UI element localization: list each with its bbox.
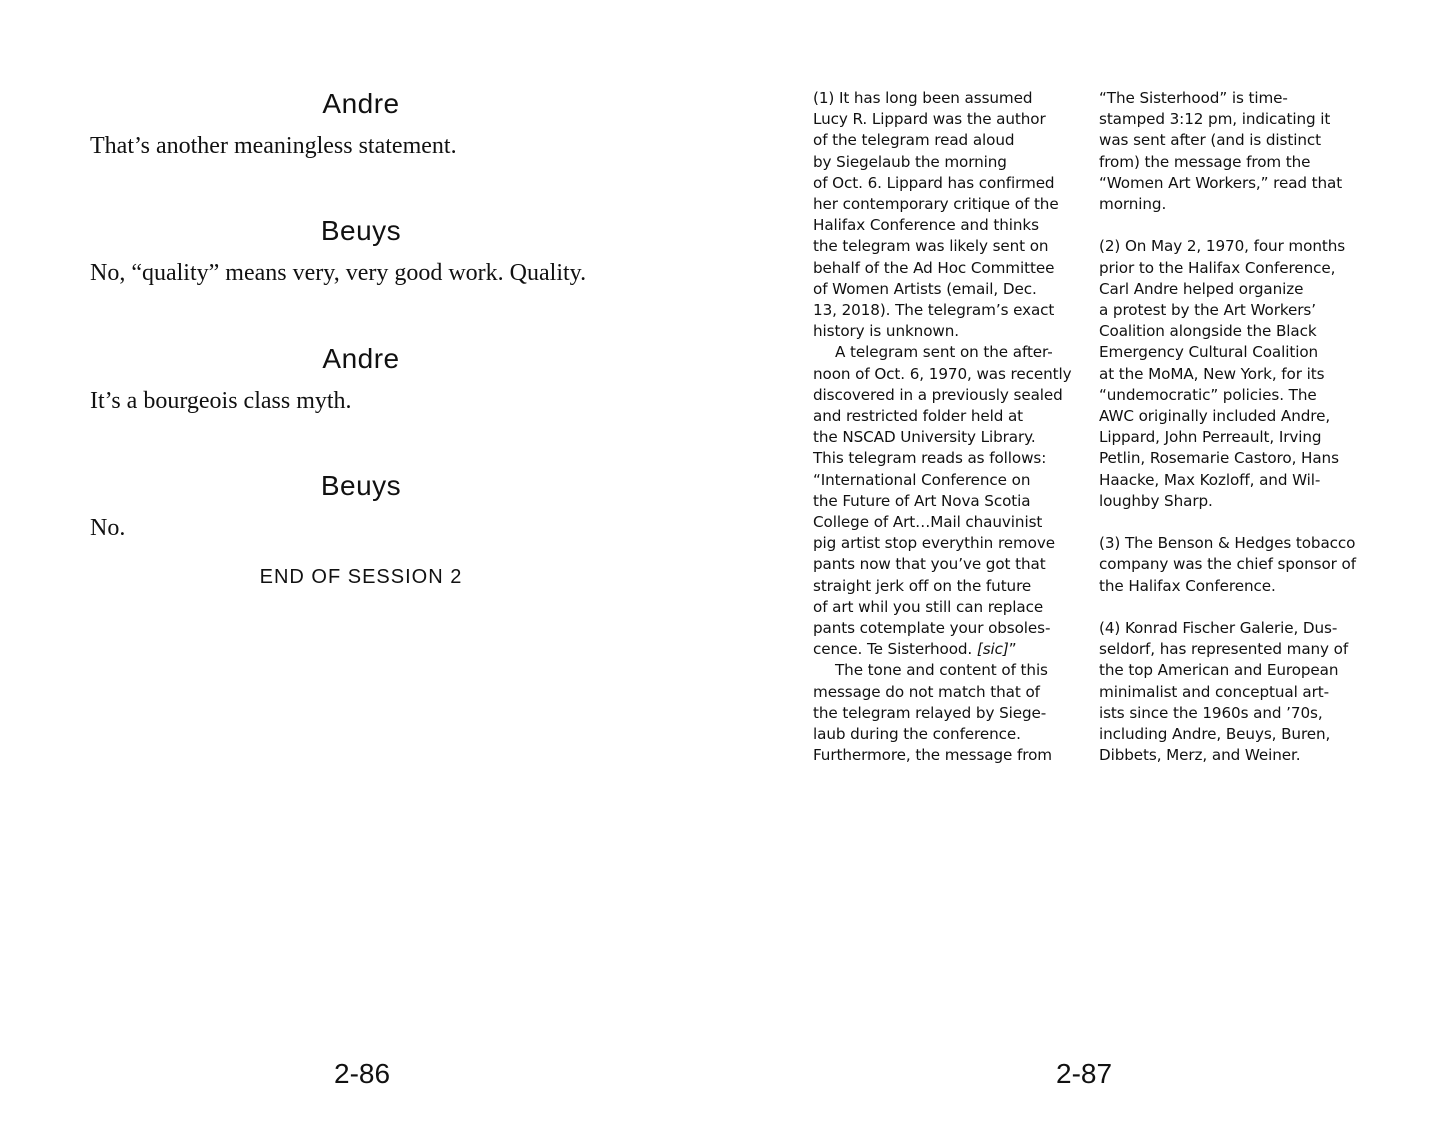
note-line: (4) Konrad Fischer Galerie, Dus- [1099,619,1338,638]
note-line: the telegram relayed by Siege- [813,703,1047,722]
notes-column-1 [813,88,1081,767]
speaker-name: Beuys [320,215,402,246]
note-line: the Halifax Conference. [1099,576,1276,595]
note-line: of Women Artists (email, Dec. [813,279,1037,298]
paragraph-gap [1099,512,1361,533]
note-line: at the MoMA, New York, for its [1099,364,1325,383]
note-line: behalf of the Ad Hoc Committee [813,258,1055,277]
note-line: (1) It has long been assumed [813,89,1033,107]
note-line: stamped 3:12 pm, indicating it [1099,110,1331,129]
note-line: noon of Oct. 6, 1970, was recently [813,364,1072,383]
note-line: seldorf, has represented many of [1099,640,1349,659]
note-line: “International Conference on [813,470,1031,489]
note-line: “undemocratic” policies. The [1099,385,1317,404]
note-line: The tone and content of this [835,661,1048,680]
note-line: Halifax Conference and thinks [813,216,1039,235]
note-line: pants cotemplate your obsoles- [813,619,1051,638]
note-line: company was the chief sponsor of [1099,555,1356,574]
note-line: Coalition alongside the Black [1099,322,1317,341]
note-line: loughby Sharp. [1099,491,1213,510]
note-line: This telegram reads as follows: [813,449,1047,468]
note-line: the Future of Art Nova Scotia [813,491,1031,510]
note-line: the top American and European [1099,661,1339,680]
note-line: Carl Andre helped organize [1099,279,1304,298]
note-line: AWC originally included Andre, [1099,407,1331,426]
note-line: laub during the conference. [813,725,1021,744]
note-line: 13, 2018). The telegram’s exact [813,301,1055,320]
paragraph-gap [1099,597,1361,618]
note-line: and restricted folder held at [813,407,1024,426]
note-line: pants now that you’ve got that [813,555,1046,574]
page-number: 2-86 [334,1058,391,1089]
note-line: Haacke, Max Kozloff, and Wil- [1099,470,1321,489]
dialogue-line: No, “quality” means very, very good work. Quality. [90,260,587,286]
note-line: from) the message from the [1099,152,1311,171]
speaker-name: Beuys [320,470,402,501]
closing-quote: ” [1008,640,1017,659]
note-line: A telegram sent on the after- [835,343,1053,362]
note-line: was sent after (and is distinct [1099,131,1321,150]
paragraph-gap [1099,215,1361,236]
notes-column-2 [1099,88,1361,766]
note-line-with-sic [813,639,1081,660]
note-line: prior to the Halifax Conference, [1099,258,1336,277]
right-page [722,0,1445,1144]
note-line: the NSCAD University Library. [813,428,1036,447]
note-line: Lippard, John Perreault, Irving [1099,428,1322,447]
note-line: a protest by the Art Workers’ [1099,301,1316,320]
sic-marker: [sic] [976,640,1009,659]
note-line: “The Sisterhood” is time- [1099,89,1288,107]
note-line: (3) The Benson & Hedges tobacco [1099,534,1356,553]
note-line-text: cence. Te Sisterhood. [813,640,973,659]
end-of-session-label: END OF SESSION 2 [259,566,463,588]
note-line: Emergency Cultural Coalition [1099,343,1319,362]
note-line: Lucy R. Lippard was the author [813,110,1046,129]
left-page [0,0,722,1144]
note-line: Dibbets, Merz, and Weiner. [1099,746,1301,765]
dialogue-line: That’s another meaningless statement. [90,133,457,159]
note-line: discovered in a previously sealed [813,385,1063,404]
note-line: straight jerk off on the future [813,576,1032,595]
note-line: including Andre, Beuys, Buren, [1099,725,1331,744]
speaker-name: Andre [322,343,400,374]
note-line: of the telegram read aloud [813,131,1015,150]
note-line: history is unknown. [813,322,959,341]
note-line: College of Art…Mail chauvinist [813,513,1043,532]
note-line: “Women Art Workers,” read that [1099,173,1343,192]
note-line: (2) On May 2, 1970, four months [1099,237,1346,256]
note-line: ists since the 1960s and ’70s, [1099,703,1323,722]
note-line: morning. [1099,195,1167,214]
note-line: of Oct. 6. Lippard has confirmed [813,173,1055,192]
note-line: of art whil you still can replace [813,597,1044,616]
dialogue-line: It’s a bourgeois class myth. [90,388,352,414]
speaker-name: Andre [322,88,400,119]
note-line: Petlin, Rosemarie Castoro, Hans [1099,449,1339,468]
note-line: her contemporary critique of the [813,195,1059,214]
note-line: message do not match that of [813,682,1040,701]
note-line: minimalist and conceptual art- [1099,682,1330,701]
page-number: 2-87 [1056,1058,1113,1089]
dialogue-line: No. [90,515,126,541]
note-line: pig artist stop everythin remove [813,534,1056,553]
note-line: by Siegelaub the morning [813,152,1007,171]
note-line: the telegram was likely sent on [813,237,1049,256]
note-line: Furthermore, the message from [813,746,1052,765]
